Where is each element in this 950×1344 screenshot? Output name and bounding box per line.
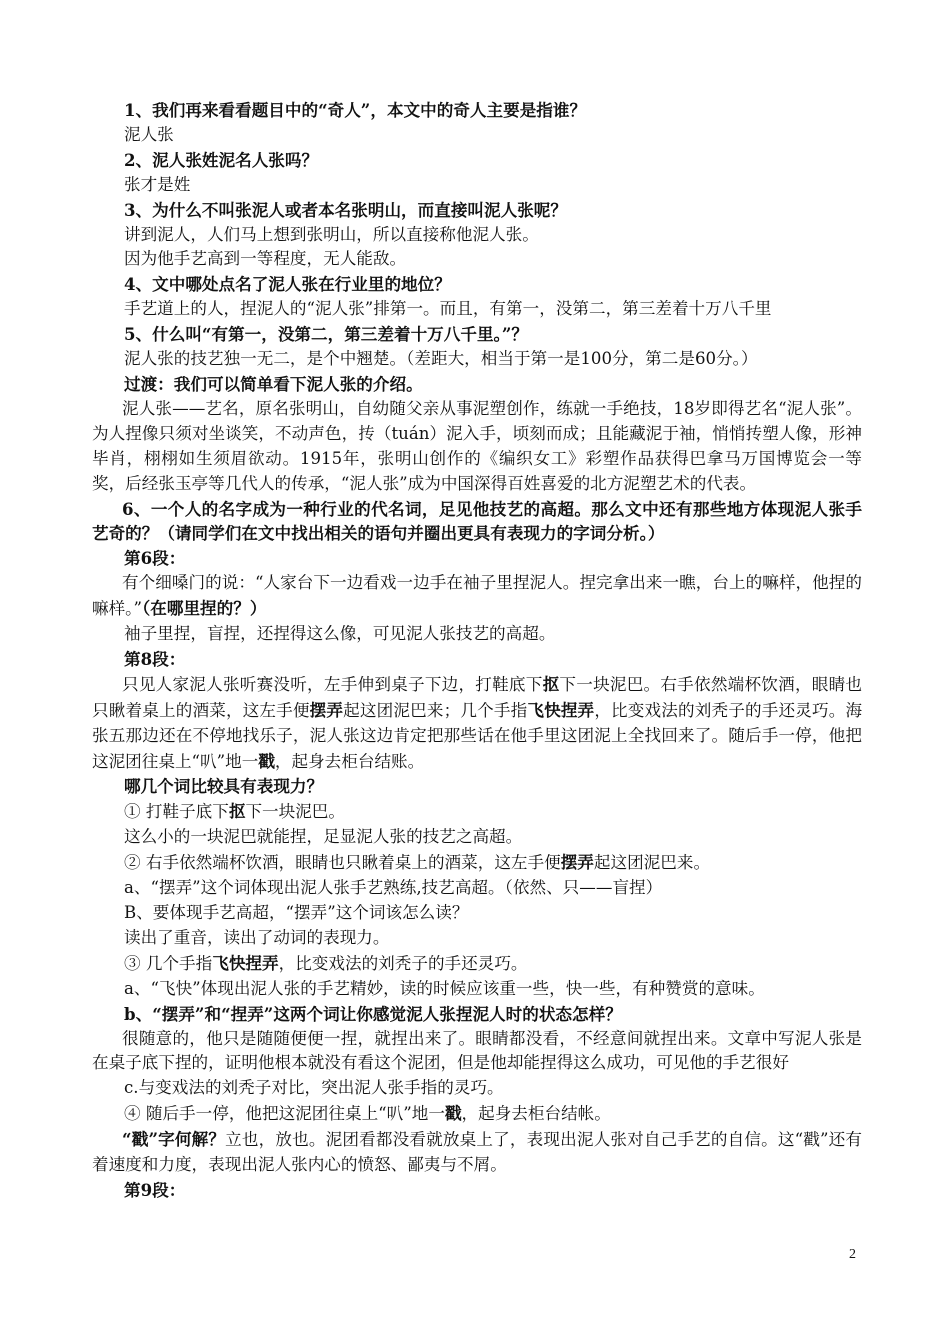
question-6-block [92, 497, 862, 547]
document-body [92, 98, 862, 1203]
point-3-analysis-c: c.与变戏法的刘秃子对比，突出泥人张手指的灵巧。 [124, 1078, 504, 1098]
section-8-text-1: 只见人家泥人张听赛没听，左手伸到桌子下边，打鞋底下 [122, 674, 543, 694]
point-1-analysis: 这么小的一块泥巴就能捏，足显泥人张的技艺之高超。 [124, 827, 523, 847]
point-3-analysis-a: a、“飞快”体现出泥人张的手艺精妙，读的时候应该重一些，快一些，有种赞赏的意味。 [124, 978, 765, 998]
intro-paragraph [92, 397, 862, 497]
point-2-keyword: 摆弄 [560, 852, 594, 873]
point-2-analysis-c: 读出了重音，读出了动词的表现力。 [124, 927, 390, 947]
page-number: 2 [849, 1247, 856, 1262]
point-3: ③ 几个手指飞快捏弄，比变戏法的刘秃子的手还灵巧。 [124, 952, 528, 973]
question-4: 4、文中哪处点名了泥人张在行业里的地位？ [124, 274, 451, 295]
point-1-keyword: 抠 [228, 801, 246, 822]
section-8-label: 第8段： [124, 648, 186, 669]
question-2: 2、泥人张姓泥名人张吗？ [124, 149, 319, 170]
keyword-chuo: 戳 [258, 750, 275, 771]
point-4-analysis-block [92, 1127, 862, 1178]
question-6: 6、一个人的名字成为一种行业的代名词，足见他技艺的高超。那么文中还有那些地方体现泥人张手艺奇的？（请同学们在文中找出相关的语句并圈出更具有表现力的字词分析。） [92, 498, 862, 544]
point-3-answer-block [92, 1027, 862, 1077]
keyword-kou: 抠 [542, 673, 560, 694]
point-3-answer: 很随意的，他只是随随便便一捏，就捏出来了。眼睛都没看，不经意间就捏出来。文章中写泥人张是在桌子底下捏的，证明他根本就没有看这个泥团，但是他却能捏得这么成功，可见他的手艺很好 [92, 1028, 862, 1073]
question-1: 1、我们再来看看题目中的“奇人”，本文中的奇人主要是指谁？ [124, 100, 587, 120]
answer-3b: 因为他手艺高到一等程度，无人能敌。 [124, 249, 407, 269]
question-5: 5、什么叫“有第一，没第二，第三差着十万八千里。”？ [124, 324, 528, 345]
point-2-analysis-b: B、要体现手艺高超，“摆弄”这个词该怎么读？ [124, 903, 469, 922]
answer-3a: 讲到泥人，人们马上想到张明山，所以直接称他泥人张。 [124, 224, 539, 244]
section-6-answer: 袖子里捏，盲捏，还捏得这么像，可见泥人张技艺的高超。 [124, 624, 556, 644]
answer-5: 泥人张的技艺独一无二，是个中翘楚。（差距大，相当于第一是100分，第二是60分。） [124, 349, 758, 369]
point-4-analysis: 立也，放也。泥团看都没看就放桌上了，表现出泥人张对自己手艺的自信。这“戳”还有着速度和力度，表现出泥人张内心的愤怒、鄙夷与不屑。 [92, 1130, 863, 1175]
section-6-text: 有个细嗓门的说：“人家台下一边看戏一边手在袖子里捏泥人。捏完拿出来一瞧，台上的嘛样，他捏的嘛样。” [92, 573, 862, 619]
words-question: 哪几个词比较具有表现力？ [124, 776, 324, 797]
transition-line: 过渡：我们可以简单看下泥人张的介绍。 [124, 373, 423, 394]
point-4-keyword: 戳 [444, 1103, 462, 1124]
section-8-text-5: ，起身去柜台结账。 [274, 751, 425, 771]
section-6-question: （在哪里捏的？） [141, 598, 267, 619]
section-8-text-4: ，比变戏法的刘秃子的手还灵巧。海张五那边还在不停地找乐子，泥人张这边肯定把那些话在他手里这团泥上全找回来了。随后手一停，他把这泥团往桌上“叭”地一 [92, 700, 863, 771]
section-8-text-3: 起这团泥巴来；几个手指 [343, 700, 528, 720]
keyword-bainong: 摆弄 [309, 699, 344, 720]
section-6-label: 第6段： [124, 548, 186, 569]
point-2-analysis-a: a、“摆弄”这个词体现出泥人张手艺熟练,技艺高超。（依然、只——盲捏） [124, 878, 663, 898]
point-4: ④ 随后手一停，他把这泥团往桌上“叭”地一戳，起身去柜台结帐。 [124, 1103, 611, 1124]
point-3-keyword: 飞快捏弄 [212, 952, 279, 973]
point-4-question: “戳”字何解？ [122, 1129, 226, 1150]
answer-1: 泥人张 [124, 124, 174, 144]
section-6-quote [92, 571, 862, 622]
keyword-feikuai-nienong: 飞快捏弄 [527, 699, 595, 720]
point-2: ② 右手依然端杯饮酒，眼睛也只瞅着桌上的酒菜，这左手便摆弄起这团泥巴来。 [124, 852, 711, 873]
answer-4: 手艺道上的人，捏泥人的“泥人张”排第一。而且，有第一，没第二，第三差着十万八千里 [124, 299, 772, 319]
point-3-question-b: b、“摆弄”和“捏弄”这两个词让你感觉泥人张捏泥人时的状态怎样？ [124, 1003, 622, 1024]
question-3: 3、为什么不叫张泥人或者本名张明山，而直接叫泥人张呢？ [124, 199, 567, 220]
answer-2: 张才是姓 [124, 174, 191, 194]
point-1: ① 打鞋子底下抠下一块泥巴。 [124, 801, 345, 822]
intro-text: 泥人张——艺名，原名张明山，自幼随父亲从事泥塑创作，练就一手绝技，18岁即得艺名“泥人张”。为人捏像只须对坐谈笑，不动声色，抟（tuán）泥入手，顷刻而成；且能藏泥于袖，悄悄抟塑人像，形神毕肖，栩栩如生须眉欲动。1915年，张明山创作的《编织女工》彩塑作品获得巴拿马万国博览会一等奖，后经张玉亭等几代人的传承，“泥人张”成为中国深得百姓喜爱的北方泥塑艺术的代表。 [92, 398, 862, 493]
section-8-paragraph [92, 672, 862, 775]
section-8-text-2: 下一块泥巴。右手依然端杯饮酒，眼睛也只瞅着桌上的酒菜，这左手便 [92, 674, 863, 720]
section-9-label: 第9段： [124, 1179, 186, 1200]
